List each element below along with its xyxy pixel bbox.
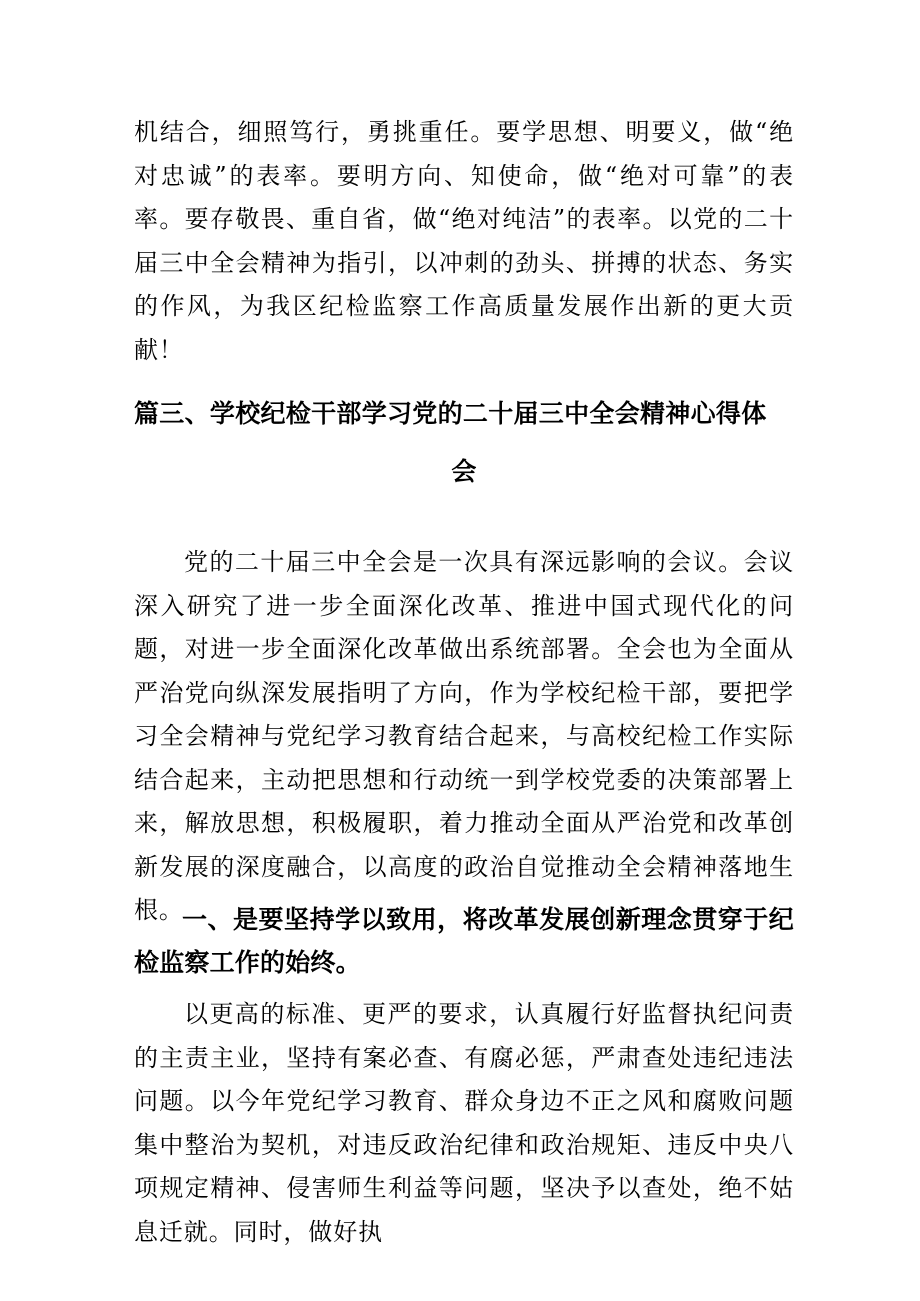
section-title-line-2: 会 [451, 457, 477, 486]
section-title-line-1: 篇三、学校纪检干部学习党的二十届三中全会精神心得体 [134, 399, 767, 428]
paragraph-body: 以更高的标准、更严的要求，认真履行好监督执纪问责的主责主业，坚持有案必查、有腐必惩，严肃查处违纪违法问题。以今年党纪学习教育、群众身边不正之风和腐败问题集中整治为契机，对违反政治纪律和政治规矩、违反中央八项规定精神、侵害师生利益等问题，坚决予以查处，绝不姑息迁就。同时，做好执 [134, 1000, 794, 1246]
section-title [134, 385, 794, 501]
paragraph-continuation: 机结合，细照笃行，勇挑重任。要学思想、明要义，做“绝对忠诚”的表率。要明方向、知使命，做“绝对可靠”的表率。要存敬畏、重自省，做“绝对纯洁”的表率。以党的二十届三中全会精神为指引，以冲刺的劲头、拼搏的状态、务实的作风，为我区纪检监察工作高质量发展作出新的更大贡献！ [134, 118, 794, 364]
paragraph-intro: 党的二十届三中全会是一次具有深远影响的会议。会议深入研究了进一步全面深化改革、推进中国式现代化的问题，对进一步全面深化改革做出系统部署。全会也为全面从严治党向纵深发展指明了方向，作为学校纪检干部，要把学习全会精神与党纪学习教育结合起来，与高校纪检工作实际结合起来，主动把思想和行动统一到学校党委的决策部署上来，解放思想，积极履职，着力推动全面从严治党和改革创新发展的深度融合，以高度的政治自觉推动全会精神落地生根。 [134, 548, 794, 924]
subheading-one: 一、是要坚持学以致用，将改革发展创新理念贯穿于纪检监察工作的始终。 [134, 905, 794, 977]
